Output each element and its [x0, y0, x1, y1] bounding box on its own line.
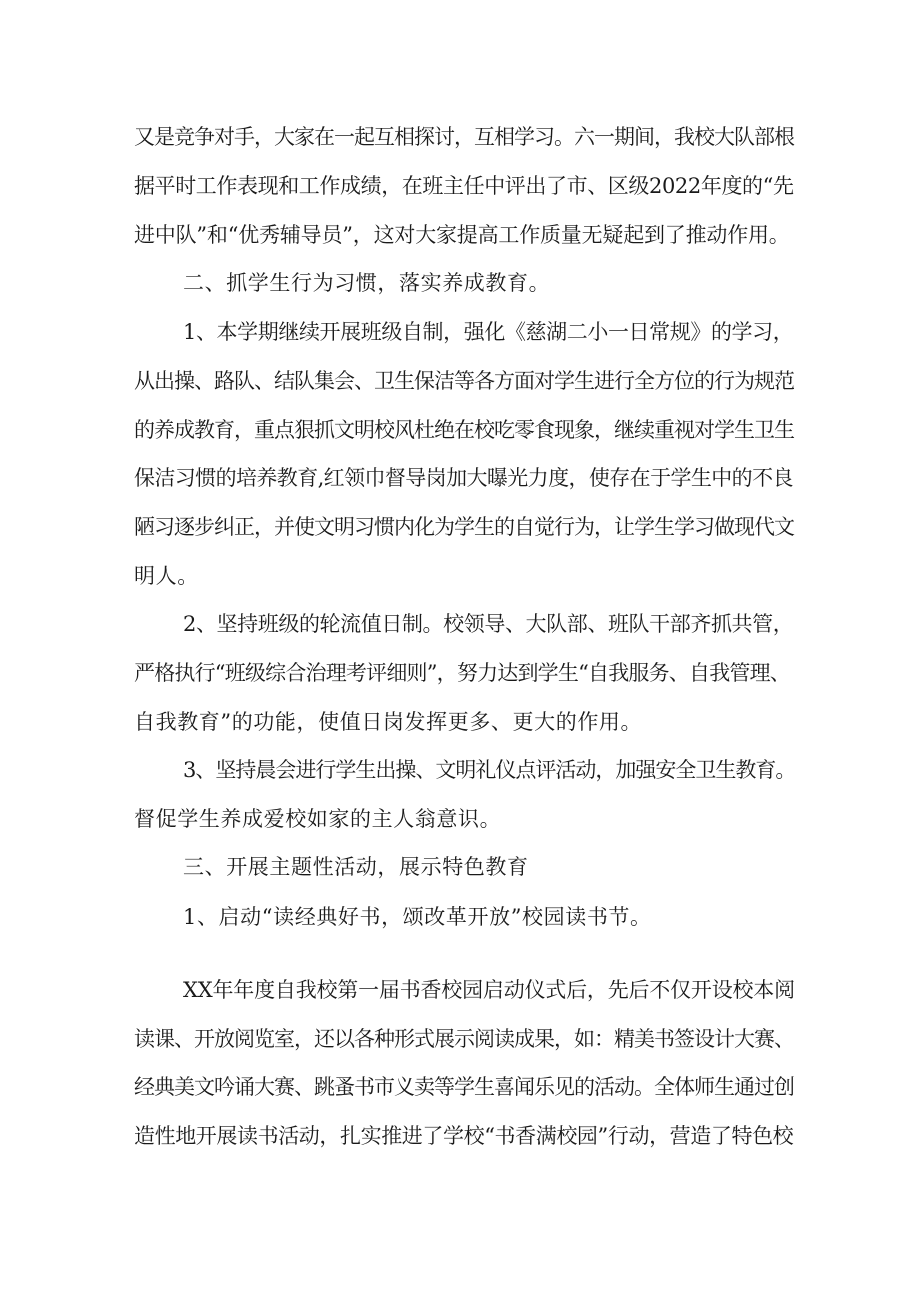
- body-line-3: 进中队”和“优秀辅导员”，这对大家提高工作质量无疑起到了推动作用。: [134, 223, 790, 247]
- body-line-19: 读课、开放阅览室，还以各种形式展示阅读成果，如：精美书签设计大赛、: [134, 1027, 794, 1051]
- body-line-17: 1、启动“读经典好书，颂改革开放”校园读书节。: [183, 905, 652, 929]
- body-line-10: 明人。: [134, 564, 199, 588]
- body-line-20: 经典美文吟诵大赛、跳蚤书市义卖等学生喜闻乐见的活动。全体师生通过创: [134, 1075, 794, 1099]
- body-line-2: 据平时工作表现和工作成绩，在班主任中评出了市、区级2022年度的“先: [134, 174, 794, 198]
- body-line-8: 保洁习惯的培养教育,红领巾督导岗加大曝光力度，使存在于学生中的不良: [134, 466, 793, 490]
- body-line-15: 督促学生养成爱校如家的主人翁意识。: [134, 807, 502, 831]
- body-line-5: 1、本学期继续开展班级自制，强化《慈湖二小一日常规》的学习，: [183, 320, 794, 344]
- body-line-18: XX年年度自我校第一届书香校园启动仪式后，先后不仅开设校本阅: [183, 978, 795, 1002]
- body-line-6: 从出操、路队、结队集会、卫生保洁等各方面对学生进行全方位的行为规范: [134, 369, 794, 393]
- body-line-21: 造性地开展读书活动，扎实推进了学校“书香满校园”行动，营造了特色校: [134, 1124, 794, 1148]
- section-heading-3: 三、开展主题性活动，展示特色教育: [183, 855, 529, 879]
- body-line-14: 3、坚持晨会进行学生出操、文明礼仪点评活动，加强安全卫生教育。: [183, 758, 796, 782]
- body-line-11: 2、坚持班级的轮流值日制。校领导、大队部、班队干部齐抓共管，: [183, 612, 794, 636]
- body-line-12: 严格执行“班级综合治理考评细则”，努力达到学生“自我服务、自我管理、: [134, 661, 791, 685]
- body-line-7: 的养成教育，重点狠抓文明校风杜绝在校吃零食现象，继续重视对学生卫生: [134, 418, 794, 442]
- body-line-1: 又是竞争对手，大家在一起互相探讨，互相学习。六一期间，我校大队部根: [134, 125, 794, 149]
- section-heading-2: 二、抓学生行为习惯，落实养成教育。: [183, 271, 551, 295]
- body-line-13: 自我教育”的功能，使值日岗发挥更多、更大的作用。: [134, 710, 643, 734]
- body-line-9: 陋习逐步纠正，并使文明习惯内化为学生的自觉行为，让学生学习做现代文: [134, 515, 794, 539]
